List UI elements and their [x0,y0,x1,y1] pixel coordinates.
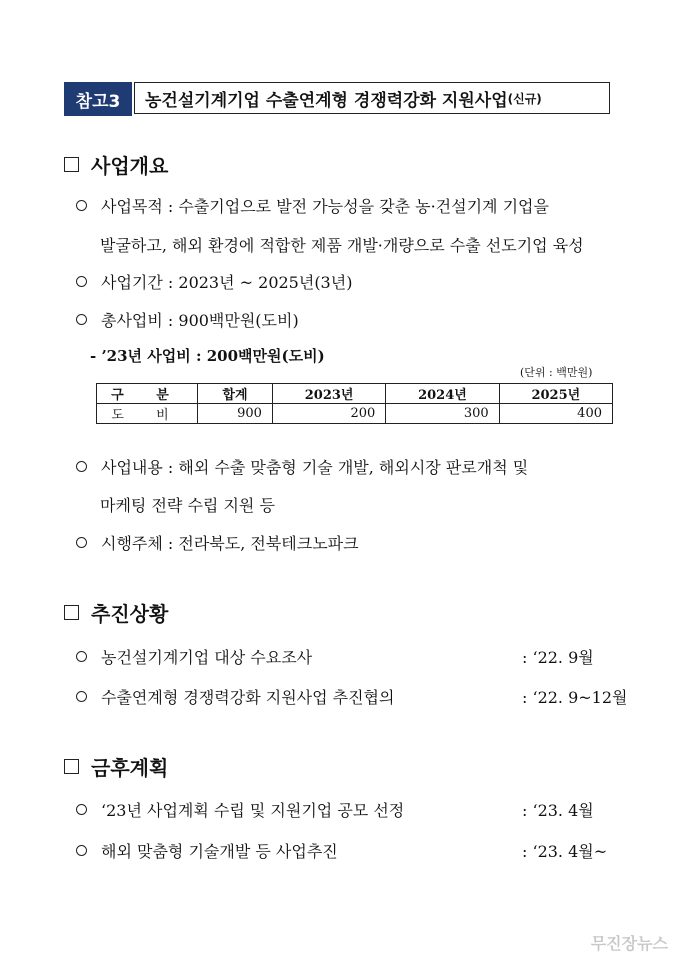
circle-bullet-icon [76,691,87,702]
circle-bullet-icon [76,276,87,287]
circle-bullet-icon [76,461,87,472]
section-plan-heading [64,752,168,781]
section-title: 금후계획 [91,756,169,780]
table-header-cell: 2024년 [386,384,499,404]
sub-item-budget-2023: - ’23년 사업비 : 200백만원(도비) [90,347,325,365]
list-item-text: 농건설기계기업 대상 수요조사 [101,648,313,667]
title-text: 농건설기계기업 수출연계형 경쟁력강화 지원사업 [145,90,508,111]
unit-label: (단위 : 백만원) [520,366,593,379]
table-cell: 도 비 [97,404,198,424]
list-item-text: 시행주체 : 전라북도, 전북테크노파크 [101,534,359,553]
document-title [134,82,610,114]
section-title: 추진상황 [91,602,169,626]
list-item [76,839,338,862]
list-item-text: 마케팅 전략 수립 지원 등 [100,496,275,515]
section-overview-heading [64,150,168,179]
circle-bullet-icon [76,845,87,856]
list-item [76,531,359,554]
table-header-cell: 2023년 [272,384,385,404]
section-progress-heading [64,598,168,627]
list-item [76,194,549,217]
table-cell: 300 [386,404,499,424]
list-item-text: 사업기간 : 2023년 ~ 2025년(3년) [101,273,353,292]
list-item-text: 사업내용 : 해외 수출 맞춤형 기술 개발, 해외시장 판로개척 및 [101,458,529,477]
table-header-cell: 2025년 [499,384,612,404]
table-cell: 400 [499,404,612,424]
circle-bullet-icon [76,537,87,548]
square-bullet-icon [64,605,79,620]
list-item-date: : ‘23. 4월 [522,801,594,820]
list-item-text: 해외 맞춤형 기술개발 등 사업추진 [101,842,338,861]
list-item-continuation [100,233,584,256]
table-header-row [97,384,613,404]
list-item [76,645,312,668]
list-item-text: 수출연계형 경쟁력강화 지원사업 추진협의 [101,688,395,707]
list-item [76,455,528,478]
list-item [76,685,394,708]
list-item-text: ‘23년 사업계획 수립 및 지원기업 공모 선정 [101,801,405,820]
budget-table [96,383,613,424]
circle-bullet-icon [76,804,87,815]
reference-tag: 참고3 [64,82,132,116]
list-item-date: : ‘22. 9월 [522,648,594,667]
circle-bullet-icon [76,651,87,662]
list-item-date: : ‘22. 9~12월 [522,688,628,707]
section-title: 사업개요 [91,154,169,178]
list-item-text: 총사업비 : 900백만원(도비) [101,311,299,330]
list-item-text: 발굴하고, 해외 환경에 적합한 제품 개발·개량으로 수출 선도기업 육성 [100,236,584,255]
list-item [76,308,299,331]
list-item-text: 사업목적 : 수출기업으로 발전 가능성을 갖춘 농·건설기계 기업을 [101,197,549,216]
list-item-continuation [100,493,275,516]
table-header-cell: 합계 [198,384,273,404]
circle-bullet-icon [76,314,87,325]
square-bullet-icon [64,759,79,774]
table-cell: 200 [272,404,385,424]
table-row [97,404,613,424]
list-item-date: : ‘23. 4월~ [522,842,608,861]
title-suffix: (신규) [507,91,542,106]
watermark: 무진장뉴스 [590,934,668,953]
circle-bullet-icon [76,200,87,211]
table-header-cell: 구 분 [97,384,198,404]
table-cell: 900 [198,404,273,424]
square-bullet-icon [64,157,79,172]
list-item [76,798,404,821]
list-item [76,270,352,293]
